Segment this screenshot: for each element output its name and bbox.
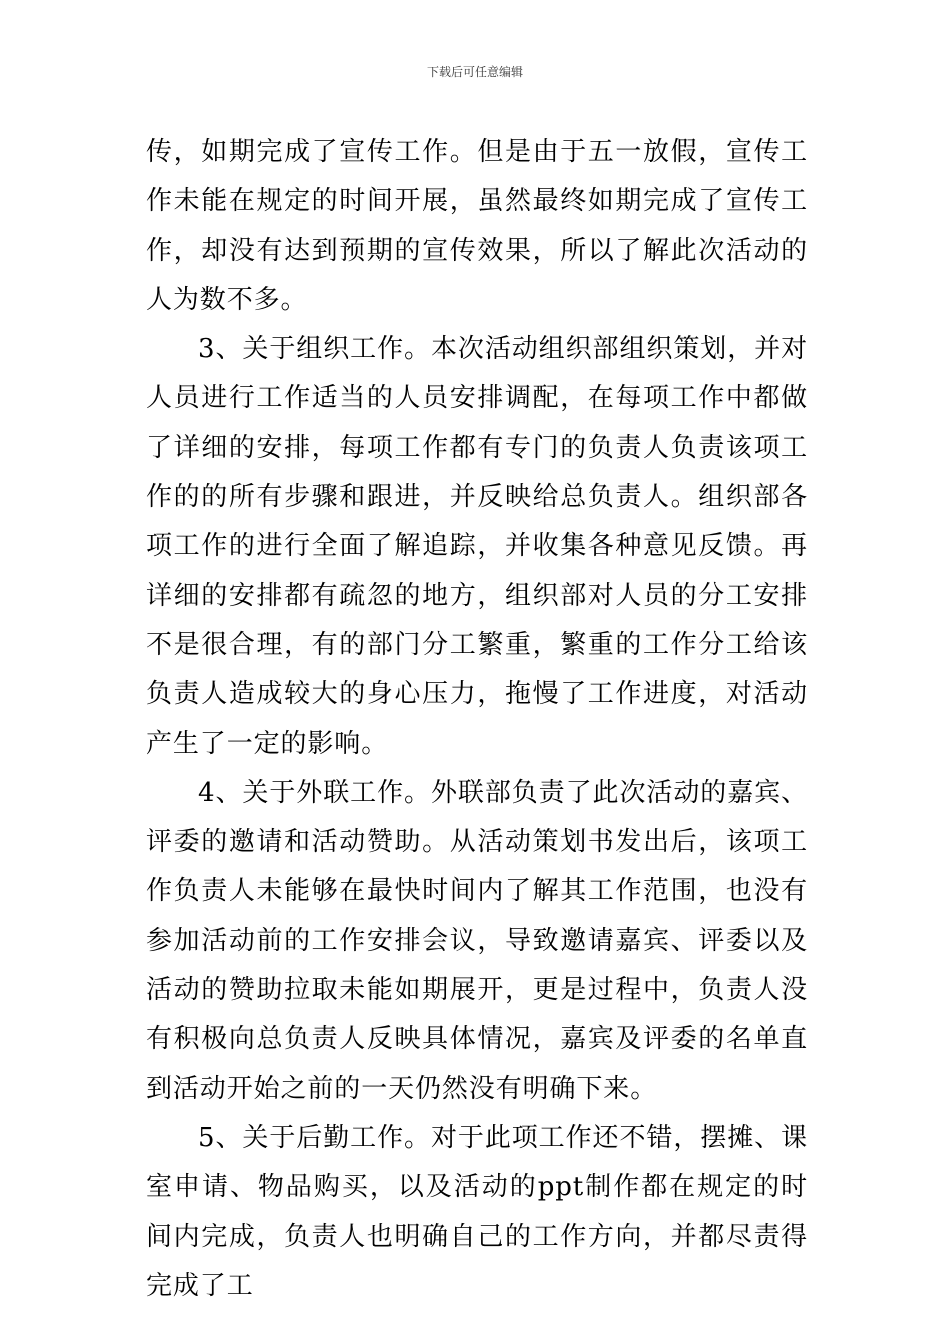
paragraph-continuation: 传，如期完成了宣传工作。但是由于五一放假，宣传工作未能在规定的时间开展，虽然最终如期完成了宣传工作，却没有达到预期的宣传效果，所以了解此次活动的人为数不多。 — [146, 137, 808, 315]
page-header: 下载后可任意编辑 — [426, 65, 523, 79]
paragraph-organization-work: 3、关于组织工作。本次活动组织部组织策划，并对人员进行工作适当的人员安排调配，在每项工作中都做了详细的安排，每项工作都有专门的负责人负责该项工作的的所有步骤和跟进，并反映给总负责人。组织部各项工作的进行全面了解追踪，并收集各种意见反馈。再详细的安排都有疏忽的地方，组织部对人员的分工安排不是很合理，有的部门分工繁重，繁重的工作分工给该负责人造成较大的身心压力，拖慢了工作进度，对活动产生了一定的影响。 — [146, 334, 808, 759]
document-body — [146, 128, 808, 1311]
paragraph-external-relations-work: 4、关于外联工作。外联部负责了此次活动的嘉宾、评委的邀请和活动赞助。从活动策划书发出后，该项工作负责人未能够在最快时间内了解其工作范围，也没有参加活动前的工作安排会议，导致邀请嘉宾、评委以及活动的赞助拉取未能如期展开，更是过程中，负责人没有积极向总负责人反映具体情况，嘉宾及评委的名单直到活动开始之前的一天仍然没有明确下来。 — [146, 777, 808, 1104]
paragraph-logistics-work: 5、关于后勤工作。对于此项工作还不错，摆摊、课室申请、物品购买，以及活动的ppt制作都在规定的时间内完成，负责人也明确自己的工作方向，并都尽责得完成了工 — [146, 1122, 808, 1301]
